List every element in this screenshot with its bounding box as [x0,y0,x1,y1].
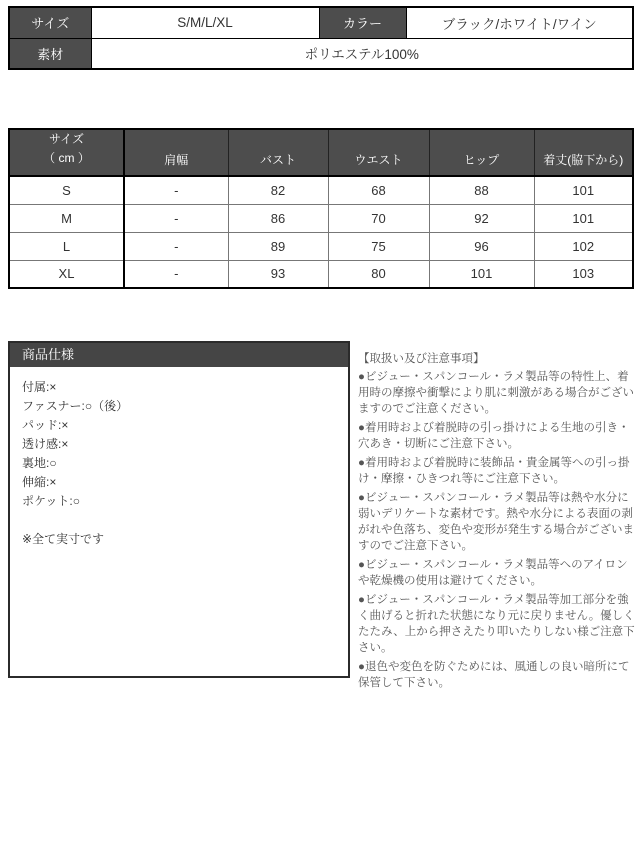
cell-waist: 80 [328,260,429,288]
care-item: ●着用時および着脱時に装飾品・貴金属等への引っ掛け・摩擦・ひきつれ等にご注意下さい。 [358,457,630,485]
color-value: ブラック/ホワイト/ワイン [406,7,633,38]
cell-length: 103 [534,260,633,288]
size-chart-header-row [9,129,633,176]
detail-item-sheerness: 透け感:× [22,437,69,451]
care-instructions-title: 【取扱い及び注意事項】 [358,353,485,365]
cell-bust: 93 [228,260,328,288]
product-details-box [8,341,350,678]
col-header-waist: ウエスト [328,129,429,176]
cell-size: M [9,204,124,232]
col-header-size-line1: サイズ [48,132,85,146]
cell-bust: 82 [228,176,328,204]
care-item: ●ビジュー・スパンコール・ラメ製品等加工部分を強く曲げると折れた状態になり元に戻りません。優しくたたみ、上から押さえたり叩いたりしない様ご注意下さい。 [358,594,635,654]
cell-shoulder: - [124,260,228,288]
size-chart-table [8,128,634,289]
cell-size: S [9,176,124,204]
measurement-note: ※全て実寸です [22,532,105,546]
cell-size: L [9,232,124,260]
cell-length: 101 [534,204,633,232]
spec-row-material [9,38,633,69]
col-header-size [9,129,124,176]
size-row-xl [9,260,633,288]
cell-bust: 89 [228,232,328,260]
cell-waist: 68 [328,176,429,204]
col-header-shoulder: 肩幅 [124,129,228,176]
size-row-s [9,176,633,204]
care-item: ●退色や変色を防ぐためには、風通しの良い暗所にて保管して下さい。 [358,661,630,689]
detail-item-attachment: 付属:× [22,380,57,394]
cell-waist: 75 [328,232,429,260]
care-item: ●ビジュー・スパンコール・ラメ製品等の特性上、着用時の摩擦や衝撃により肌に刺激がある場合がございますのでご注意ください。 [358,371,634,415]
cell-hip: 96 [429,232,534,260]
product-details-body [10,367,348,560]
cell-hip: 101 [429,260,534,288]
cell-hip: 92 [429,204,534,232]
size-row-m [9,204,633,232]
cell-hip: 88 [429,176,534,204]
cell-size: XL [9,260,124,288]
color-label: カラー [319,7,406,38]
col-header-bust: バスト [228,129,328,176]
col-header-length: 着丈(脇下から) [534,129,633,176]
spec-table [8,6,634,70]
detail-item-pad: パッド:× [22,418,69,432]
spec-row-size-color [9,7,633,38]
material-value: ポリエステル100% [91,38,633,69]
cell-shoulder: - [124,204,228,232]
cell-bust: 86 [228,204,328,232]
care-instructions [358,351,636,694]
col-header-size-line2: （ cm ） [43,151,90,165]
cell-length: 101 [534,176,633,204]
detail-item-lining: 裏地:○ [22,456,57,470]
size-row-l [9,232,633,260]
cell-length: 102 [534,232,633,260]
size-label: サイズ [9,7,91,38]
cell-shoulder: - [124,232,228,260]
cell-waist: 70 [328,204,429,232]
detail-item-fastener: ファスナー:○（後） [22,399,129,413]
material-label: 素材 [9,38,91,69]
size-value: S/M/L/XL [91,7,319,38]
care-item: ●ビジュー・スパンコール・ラメ製品等へのアイロンや乾燥機の使用は避けてください。 [358,559,628,587]
detail-item-stretch: 伸縮:× [22,475,57,489]
care-item: ●着用時および着脱時の引っ掛けによる生地の引き・穴あき・切断にご注意下さい。 [358,422,630,450]
care-item: ●ビジュー・スパンコール・ラメ製品等は熱や水分に弱いデリケートな素材です。熱や水分による表面の剥がれや色落ち、変色や変形が発生する場合がございますのでご注意下さい。 [358,492,634,552]
product-details-title: 商品仕様 [10,343,348,367]
col-header-hip: ヒップ [429,129,534,176]
detail-item-pocket: ポケット:○ [22,494,80,508]
cell-shoulder: - [124,176,228,204]
